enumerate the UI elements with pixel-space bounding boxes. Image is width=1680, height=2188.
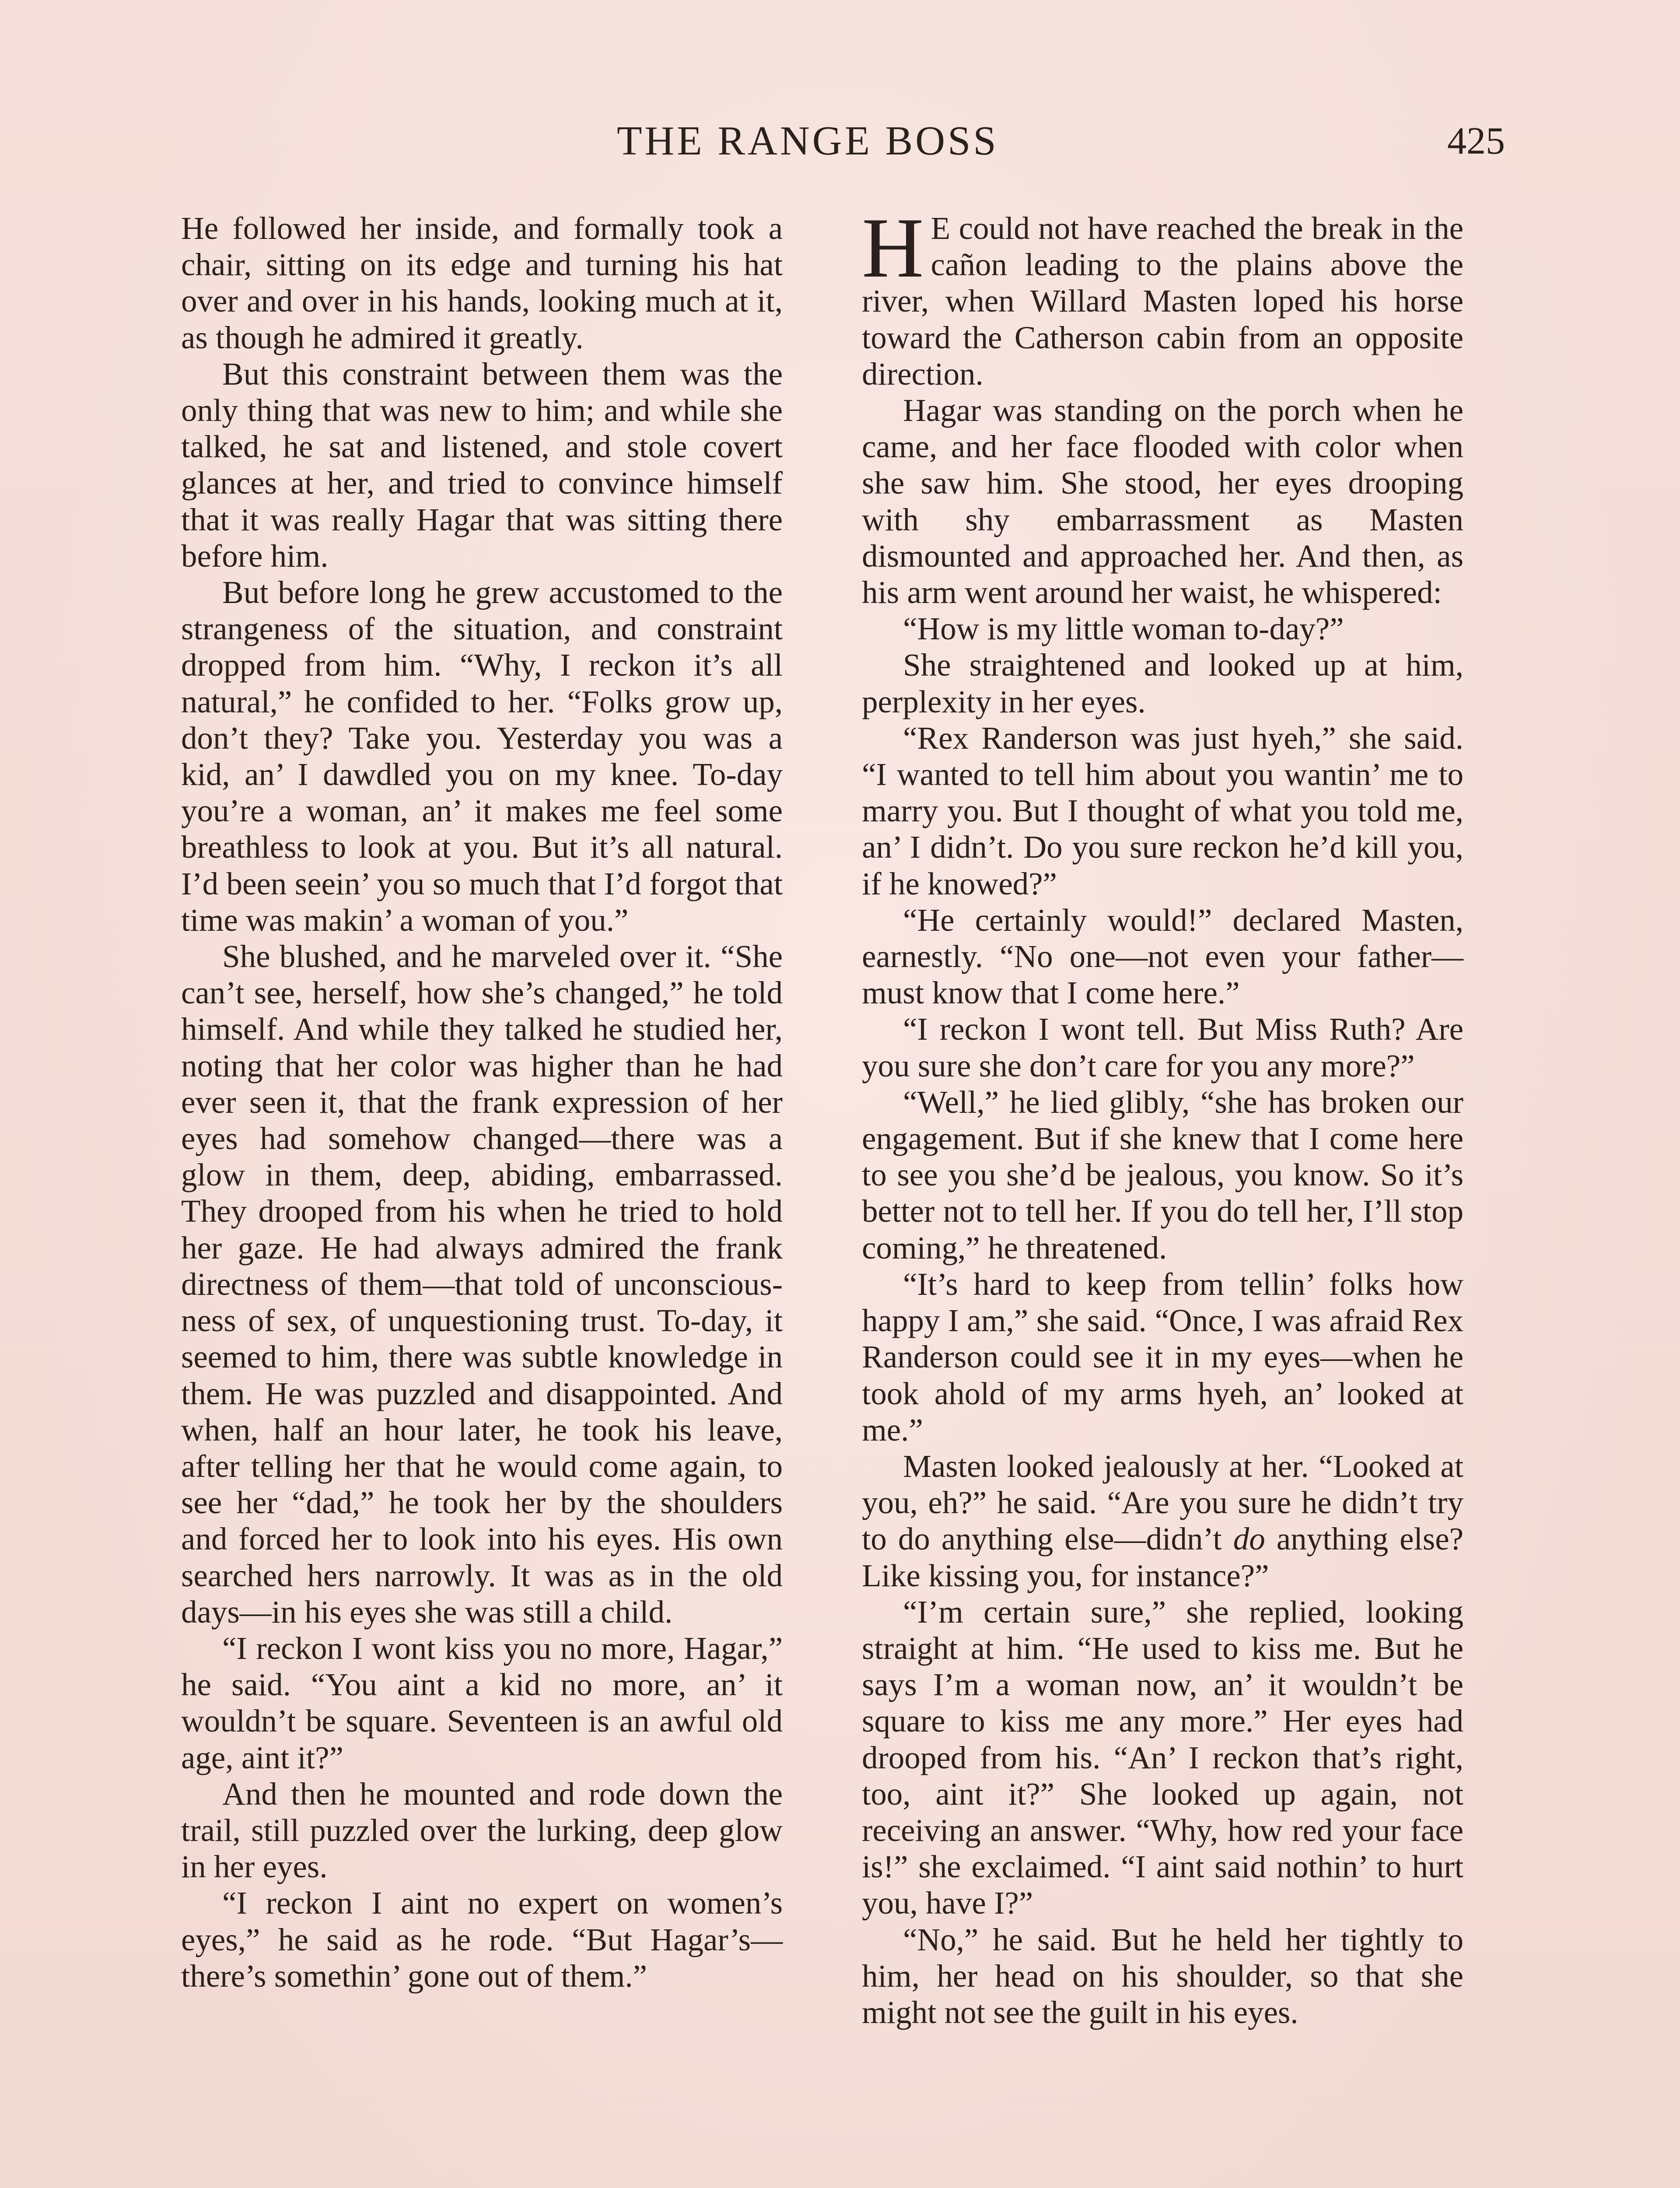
paragraph: “I reckon I wont kiss you no more, Hagar,” he said. “You aint a kid no more, an’ it wouldn’t be square. Seventeen is an awful old age, aint it?” <box>181 1630 783 1775</box>
paragraph: “Well,” he lied glibly, “she has broken our engagement. But if she knew that I come here to see you she’d be jealous, you know. So it’s better not to tell her. If you do tell her, I’ll stop coming,” he threatened. <box>862 1084 1463 1266</box>
paragraph-text: Masten looked jealously at her. “Looked at you, eh?” he said. “Are you sure he didn’t try to do anything else—didn’t <box>862 1448 1463 1557</box>
paragraph: Hagar was standing on the porch when he came, and her face flooded with color when she saw him. She stood, her eyes drooping with shy embarrassment as Masten dismounted and approached her. And then, as his arm went around her waist, he whispered: <box>862 393 1463 610</box>
left-column <box>181 210 783 1994</box>
paragraph: “He certainly would!” declared Masten, earnestly. “No one—not even your father—must know that I come here.” <box>862 902 1463 1011</box>
paragraph: “No,” he said. But he held her tightly to him, her head on his shoulder, so that she might not see the guilt in his eyes. <box>862 1922 1463 2030</box>
paragraph: “It’s hard to keep from tellin’ folks how happy I am,” she said. “Once, I was afraid Rex Randerson could see it in my eyes—when he took ahold of my arms hyeh, an’ looked at me.” <box>862 1266 1463 1448</box>
paragraph: “I reckon I wont tell. But Miss Ruth? Are you sure she don’t care for you any more?” <box>862 1011 1463 1083</box>
opening-paragraph-text: E could not have reached the break in the cañon leading to the plains above the river, when Willard Masten loped his horse toward the Catherson cabin from an opposite direction. <box>862 210 1463 392</box>
paragraph: But this constraint between them was the only thing that was new to him; and while she talked, he sat and listened, and stole covert glances at her, and tried to convince himself that it was really Hagar that was sitting there before him. <box>181 356 783 574</box>
paragraph: He followed her inside, and formally took a chair, sitting on its edge and turning his hat over and over in his hands, looking much at it, as though he admired it greatly. <box>181 210 783 355</box>
paragraph <box>862 1448 1463 1594</box>
paragraph: But before long he grew accustomed to the strangeness of the situation, and constraint dropped from him. “Why, I reckon it’s all natural,” he confided to her. “Folks grow up, don’t they? Take you. Yesterday you was a kid, an’ I dawdled you on my knee. To-day you’re a woman, an’ it makes me feel some breathless to look at you. But it’s all natural. I’d been seein’ you so much that I’d forgot that time was makin’ a woman of you.” <box>181 575 783 938</box>
paragraph: “I reckon I aint no expert on women’s eyes,” he said as he rode. “But Hagar’s—there’s somethin’ gone out of them.” <box>181 1885 783 1994</box>
running-title: THE RANGE BOSS <box>617 118 999 164</box>
page-number: 425 <box>1447 120 1505 162</box>
paragraph: She blushed, and he marveled over it. “She can’t see, herself, how she’s changed,” he told himself. And while they talked he studied her, noting that her color was higher than he had ever seen it, that the frank expression of her eyes had somehow changed—there was a glow in them, deep, abiding, embarrassed. They drooped from his when he tried to hold her gaze. He had always admired the frank directness of them—that told of unconsciousness of sex, of unquestioning trust. To-day, it seemed to him, there was subtle knowledge in them. He was puzzled and disappointed. And when, half an hour later, he took his leave, after telling her that he would come again, to see her “dad,” he took her by the shoulders and forced her to look into his eyes. His own searched hers narrowly. It was as in the old days—in his eyes she was still a child. <box>181 939 783 1630</box>
paragraph: “I’m certain sure,” she replied, looking straight at him. “He used to kiss me. But he says I’m a woman now, an’ it wouldn’t be square to kiss me any more.” Her eyes had drooped from his. “An’ I reckon that’s right, too, aint it?” She looked up again, not receiving an answer. “Why, how red your face is!” she exclaimed. “I aint said nothin’ to hurt you, have I?” <box>862 1594 1463 1921</box>
paragraph: “Rex Randerson was just hyeh,” she said. “I wanted to tell him about you wantin’ me to marry you. But I thought of what you told me, an’ I didn’t. Do you sure reckon he’d kill you, if he knowed?” <box>862 720 1463 901</box>
right-column <box>862 200 1464 2030</box>
paragraph-text: anything else? Like kissing you, for instance?” <box>862 1521 1464 1593</box>
paragraph: She straightened and looked up at him, perplexity in her eyes. <box>862 647 1463 719</box>
drop-cap: H <box>862 200 924 295</box>
opening-paragraph <box>862 200 1463 392</box>
paragraph: “How is my little woman to-day?” <box>903 611 1344 647</box>
paragraph: And then he mounted and rode down the trail, still puzzled over the lurking, deep glow in her eyes. <box>181 1776 783 1885</box>
emphasis: do <box>1233 1521 1265 1557</box>
